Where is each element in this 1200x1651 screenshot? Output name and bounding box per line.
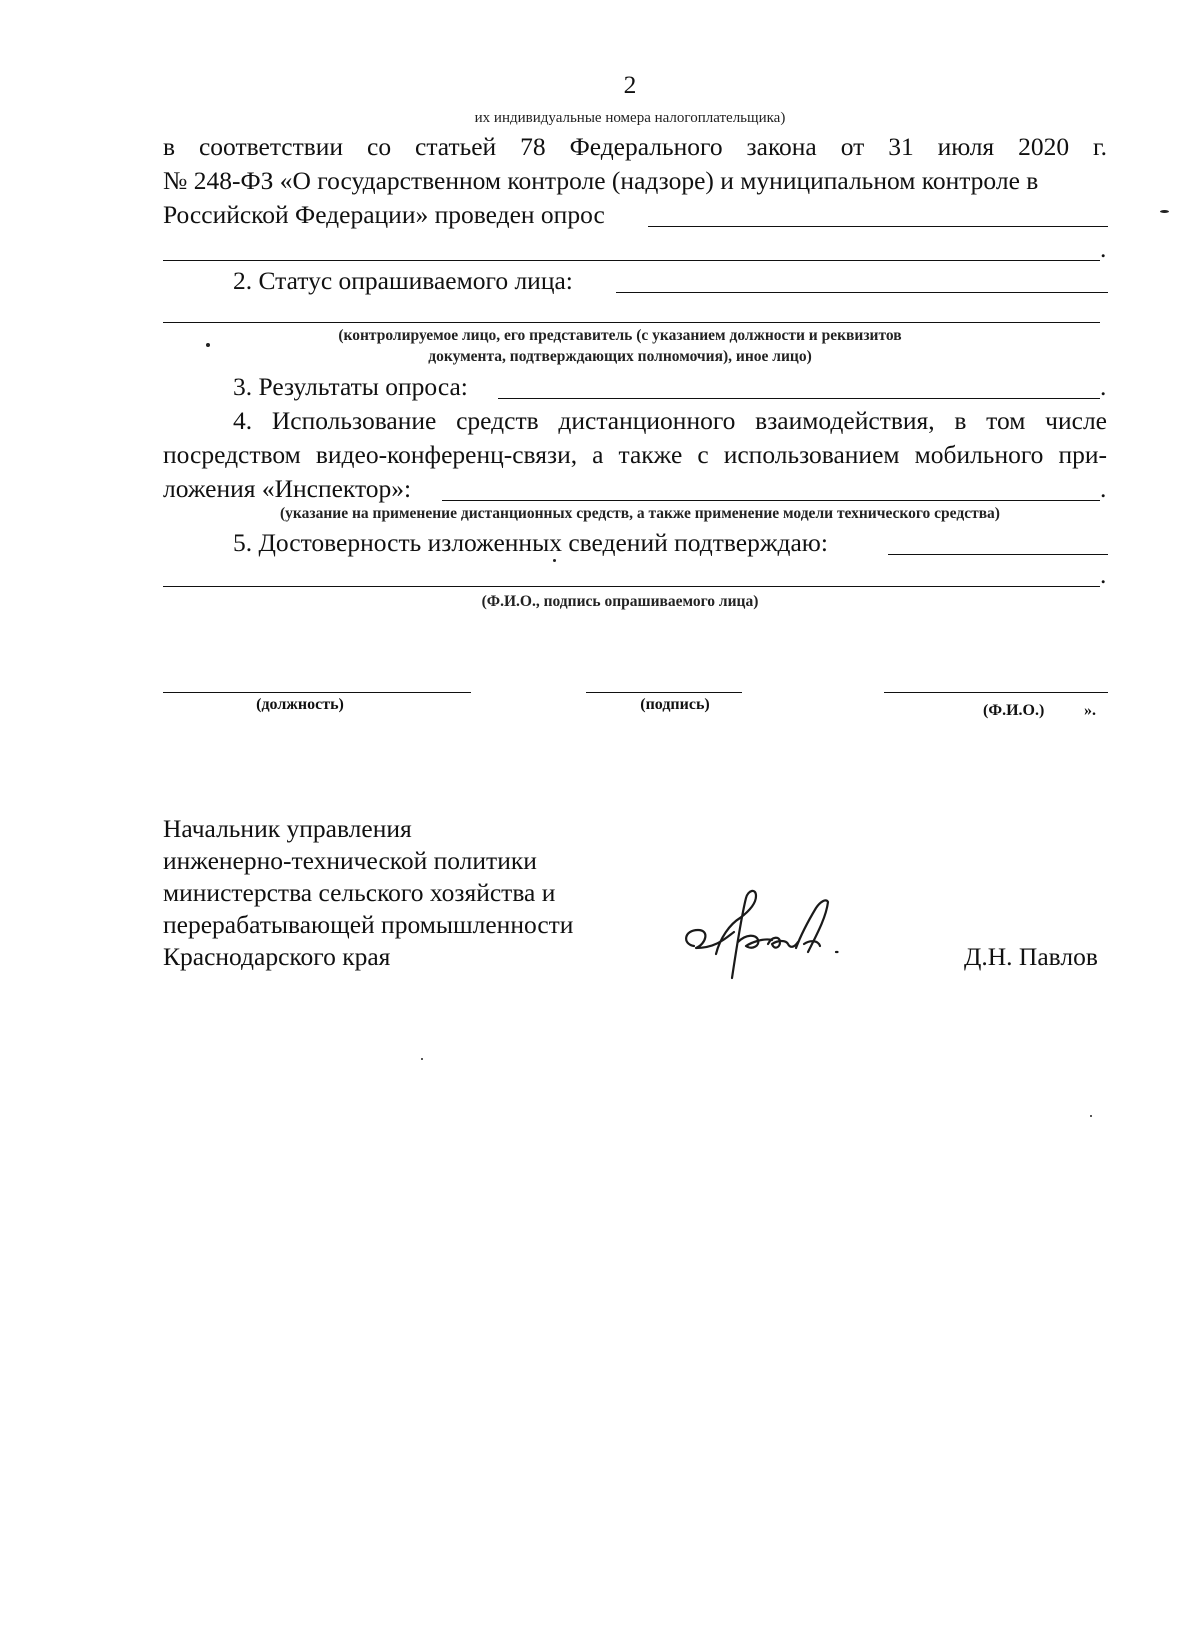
signatory-title-line-3: министерства сельского хозяйства и bbox=[163, 878, 556, 907]
signature-sign-line bbox=[586, 692, 742, 693]
header-note: их индивидуальные номера налогоплательщика) bbox=[474, 110, 786, 126]
signatory-title-line-5: Краснодарского края bbox=[163, 942, 391, 971]
paragraph-1-line-2: № 248-ФЗ «О государственном контроле (надзоре) и муниципальном контроле в bbox=[163, 166, 1039, 195]
signature-label: (подпись) bbox=[640, 696, 710, 713]
remote-means-period: . bbox=[1100, 474, 1107, 503]
handwritten-signature bbox=[676, 878, 856, 988]
confirmation-fill-line bbox=[888, 554, 1108, 555]
results-fill-line bbox=[498, 398, 1100, 399]
item-4-line-2: посредством видео-конференц-связи, а также с использованием мобильного при- bbox=[163, 440, 1107, 469]
page-number: 2 bbox=[623, 70, 637, 99]
item-4-line-3: ложения «Инспектор»: bbox=[163, 474, 412, 503]
item-3-label: 3. Результаты опроса: bbox=[233, 372, 468, 401]
item-2-label: 2. Статус опрашиваемого лица: bbox=[233, 266, 573, 295]
name-sign-line bbox=[884, 692, 1108, 693]
item-4-hint: (указание на применение дистанционных средств, а также применение модели технического средства) bbox=[280, 505, 1000, 522]
item-5-hint: (Ф.И.О., подпись опрашиваемого лица) bbox=[481, 593, 759, 610]
scan-speck bbox=[206, 343, 210, 347]
paragraph-1-line-1: в соответствии со статьей 78 Федерального закона от 31 июля 2020 г. bbox=[163, 132, 1107, 161]
position-sign-line bbox=[163, 692, 471, 693]
position-label: (должность) bbox=[256, 696, 344, 713]
signatory-title-line-2: инженерно-технической политики bbox=[163, 846, 537, 875]
paragraph-1-line-3: Российской Федерации» проведен опрос bbox=[163, 200, 605, 229]
results-period: . bbox=[1100, 372, 1107, 401]
confirmation-fill-line-2 bbox=[163, 586, 1100, 587]
remote-means-fill-line bbox=[442, 500, 1100, 501]
signatory-title-line-4: перерабатывающей промышленности bbox=[163, 910, 574, 939]
scan-speck bbox=[553, 559, 556, 562]
item-5-label: 5. Достоверность изложенных сведений подтверждаю: bbox=[233, 528, 828, 557]
signatory-title-line-1: Начальник управления bbox=[163, 814, 412, 843]
closing-quote: ». bbox=[1084, 702, 1096, 719]
confirmation-period: . bbox=[1100, 560, 1107, 589]
status-fill-line bbox=[616, 292, 1108, 293]
survey-by-period: . bbox=[1100, 234, 1107, 263]
item-4-line-1: 4. Использование средств дистанционного взаимодействия, в том числе bbox=[233, 406, 1107, 435]
survey-by-fill-line bbox=[648, 226, 1108, 227]
item-2-hint-line-2: документа, подтверждающих полномочия), иное лицо) bbox=[428, 348, 812, 365]
scan-speck bbox=[1090, 1115, 1092, 1117]
signatory-name: Д.Н. Павлов bbox=[964, 942, 1098, 971]
status-fill-line-2 bbox=[163, 322, 1100, 323]
scan-speck bbox=[421, 1058, 423, 1060]
name-label: (Ф.И.О.) bbox=[983, 702, 1045, 719]
item-2-hint-line-1: (контролируемое лицо, его представитель (с указанием должности и реквизитов bbox=[338, 327, 902, 344]
survey-by-fill-line-2 bbox=[163, 260, 1100, 261]
scan-speck bbox=[1160, 210, 1169, 213]
